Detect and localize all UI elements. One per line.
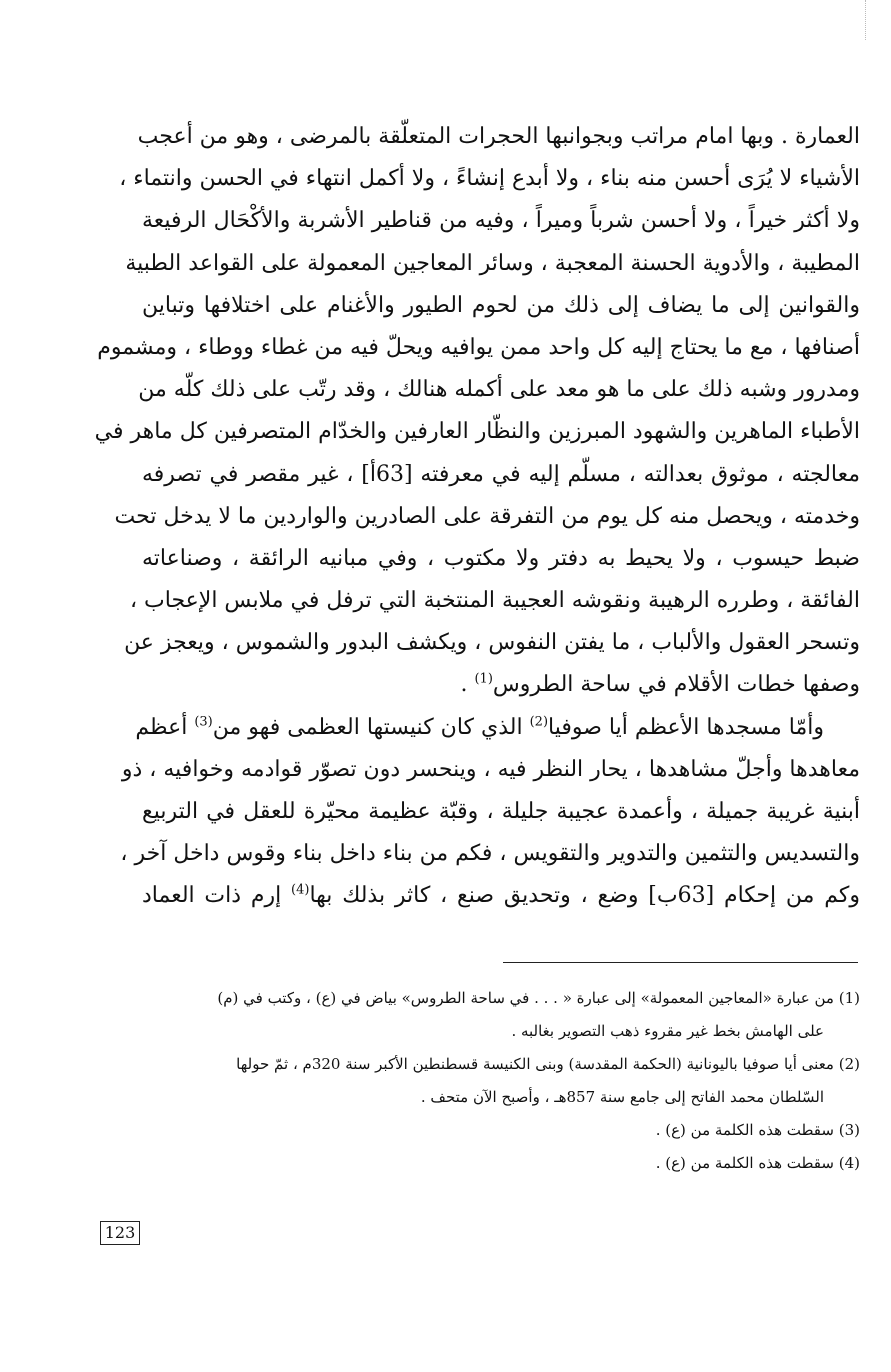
footnote-2: (2) معنى أيا صوفيا باليونانية (الحكمة المقدسة) وبنى الكنيسة قسطنطين الأكبر سنة 320م ، ثمّ حولها bbox=[236, 1055, 860, 1073]
footnote-1-continued: على الهامش بخط غير مقروء ذهب التصوير بغالبه . bbox=[511, 1022, 824, 1040]
page-number: 123 bbox=[100, 1221, 140, 1245]
text-line: المطيبة ، والأدوية الحسنة المعجبة ، وسائر المعاجين المعمولة على القواعد الطبية bbox=[125, 250, 860, 276]
footnote-ref[interactable]: (3) bbox=[194, 714, 213, 730]
text-line: ضبط حيسوب ، ولا يحيط به دفتر ولا مكتوب ، وفي مبانيه الرائقة ، وصناعاته bbox=[142, 545, 860, 571]
text-fragment: وأمّا مسجدها الأعظم أيا صوفيا bbox=[548, 714, 824, 740]
paragraph-start-line bbox=[135, 707, 860, 749]
footnote-4: (4) سقطت هذه الكلمة من (ع) . bbox=[655, 1154, 860, 1172]
footnote-ref[interactable]: (2) bbox=[529, 714, 549, 730]
text-line: العمارة . وبها امام مراتب وبجوانبها الحجرات المتعلّقة بالمرضى ، وهو من أعجب bbox=[137, 124, 860, 149]
text-line: أبنية غريبة جميلة ، وأعمدة عجيبة جليلة ، وقبّة عظيمة محيّرة للعقل في التربيع bbox=[142, 799, 860, 824]
text-line bbox=[142, 664, 860, 706]
main-text bbox=[94, 116, 860, 918]
text-line: الفائقة ، وطرره الرهيبة ونقوشه العجيبة المنتخبة التي ترفل في ملابس الإعجاب ، bbox=[129, 588, 860, 614]
footnote-1: (1) من عبارة «المعاجين المعمولة» إلى عبارة « . . . في ساحة الطروس» بياض في (ع) ، وكتب في (م) bbox=[217, 989, 860, 1007]
text-line: الأطباء الماهرين والشهود المبرزين والنظّار العارفين والخدّام المتصرفين كل ماهر في bbox=[94, 419, 860, 445]
footnote-ref[interactable]: (1) bbox=[474, 672, 493, 688]
footnote-ref[interactable]: (4) bbox=[291, 883, 310, 899]
footnote-3: (3) سقطت هذه الكلمة من (ع) . bbox=[655, 1121, 860, 1139]
text-fragment: وصفها خطات الأقلام في ساحة الطروس bbox=[492, 672, 860, 698]
text-fragment: إرم ذات العماد bbox=[142, 883, 291, 909]
text-line: الأشياء لا يُرَى أحسن منه بناء ، ولا أبدع إنشاءً ، ولا أكمل انتهاء في الحسن وانتماء ، bbox=[119, 166, 860, 192]
text-line bbox=[142, 875, 860, 917]
footnote-2-continued: السّلطان محمد الفاتح إلى جامع سنة 857هـ ، وأصبح الآن متحف . bbox=[420, 1088, 824, 1106]
text-fragment: وكم من إحكام [63ب] وضع ، وتحديق صنع ، كاثر بذلك بها bbox=[309, 883, 860, 909]
text-fragment: أعظم bbox=[135, 714, 195, 740]
footnotes bbox=[142, 982, 860, 1180]
text-fragment: الذي كان كنيستها العظمى فهو من bbox=[212, 714, 530, 740]
text-line: ومدرور وشبه ذلك على ما هو معد على أكمله هنالك ، وقد رتّب على ذلك كلّه من bbox=[138, 377, 860, 403]
text-line: والتسديس والتثمين والتدوير والتقويس ، فكم من بناء داخل بناء وقوس داخل آخر ، bbox=[120, 841, 860, 867]
text-line: ولا أكثر خيراً ، ولا أحسن شرباً وميراً ، وفيه من قناطير الأشربة والأكْحَال الرفيعة bbox=[142, 208, 860, 234]
text-line: وخدمته ، ويحصل منه كل يوم من التفرقة على الصادرين والواردين ما لا يدخل تحت bbox=[114, 503, 860, 529]
text-line: معالجته ، موثوق بعدالته ، مسلّم إليه في معرفته [63أ] ، غير مقصر في تصرفه bbox=[142, 461, 860, 487]
scan-edge-mark bbox=[865, 0, 867, 40]
text-line: والقوانين إلى ما يضاف إلى ذلك من لحوم الطيور والأغنام على اختلافها وتباين bbox=[142, 292, 860, 318]
text-line: معاهدها وأجلّ مشاهدها ، يحار النظر فيه ، وينحسر دون تصوّر قوادمه وخوافيه ، ذو bbox=[121, 756, 860, 782]
text-line: وتسحر العقول والألباب ، ما يفتن النفوس ، ويكشف البدور والشموس ، ويعجز عن bbox=[124, 630, 860, 656]
text-line: أصنافها ، مع ما يحتاج إليه كل واحد ممن يوافيه ويحلّ فيه من غطاء ووطاء ، ومشموم bbox=[97, 334, 860, 360]
text-fragment: . bbox=[460, 672, 475, 698]
footnote-separator bbox=[503, 962, 858, 963]
